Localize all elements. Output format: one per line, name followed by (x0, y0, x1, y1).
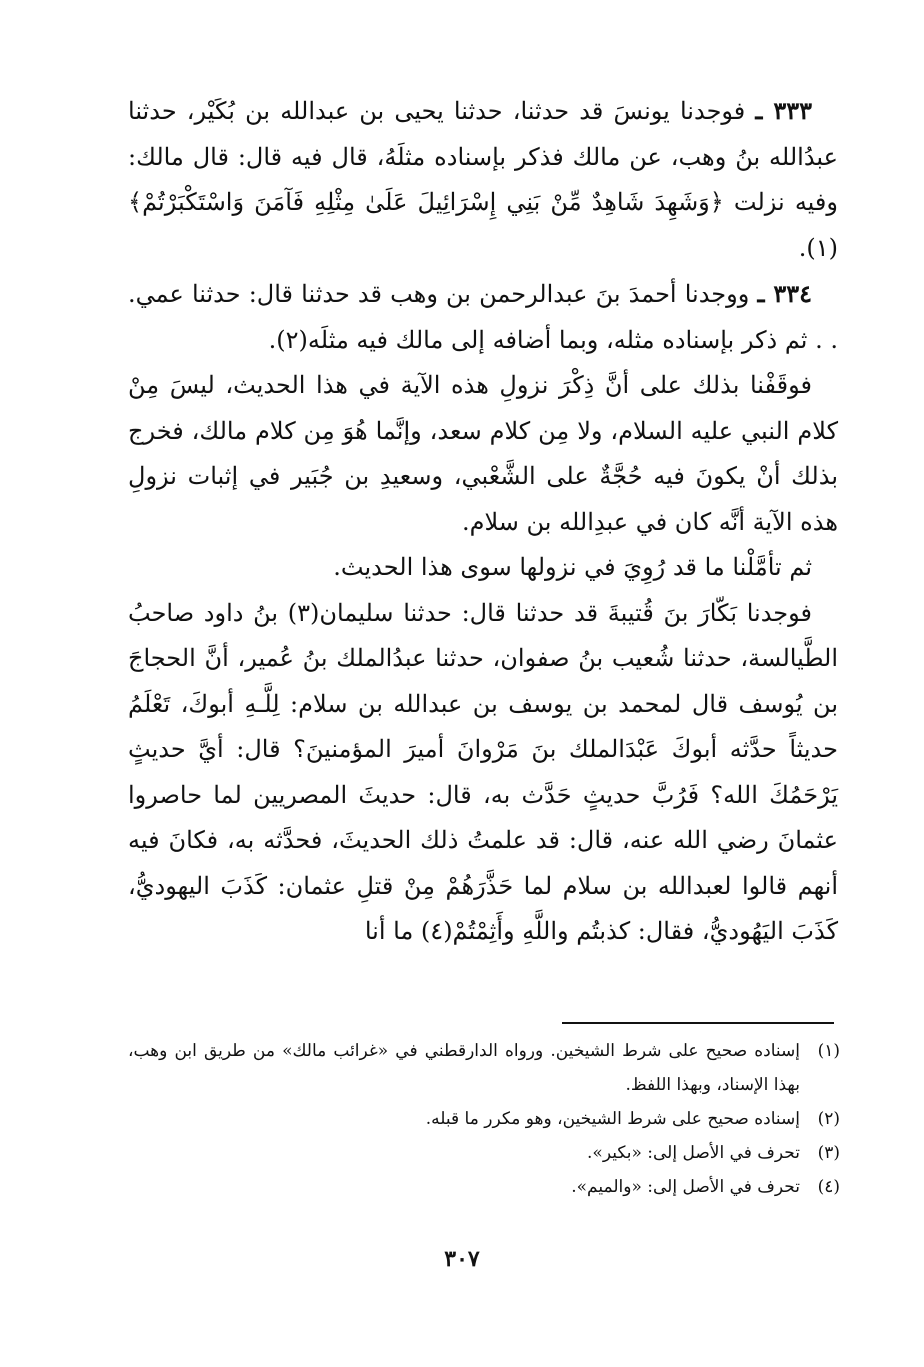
footnote-item (128, 1136, 840, 1170)
paragraph-text: فوجدنا بَكّارَ بنَ قُتيبةَ قد حدثنا قال: حدثنا سليمان(٣) بنُ داود صاحبُ الطَّيالسة، حدثنا شُعيب بنُ صفوان، حدثنا عبدُالملك بنُ عُمير، أنَّ الحجاجَ بن يُوسف قال لمحمد بن يوسف بن عبدالله بن سلام: لِلَّـهِ أبوكَ، تَعْلَمُ حديثاً حدَّثه أبوكَ عَبْدَالملك بنَ مَرْوانَ أميرَ المؤمنينَ؟ قال: أيَّ حديثٍ يَرْحَمُكَ الله؟ فَرُبَّ حديثٍ حَدَّث به، قال: حديثَ المصريين لما حاصروا عثمانَ رضي الله عنه، قال: قد علمتُ ذلك الحديثَ، فحدَّثه به، فكانَ فيه أنهم قالوا لعبدالله بن سلام لما حَذَّرَهُمْ مِنْ قتلِ عثمان: كَذَبَ اليهوديُّ، كَذَبَ اليَهُوديُّ، فقال: كذبتُم واللَّهِ وأَثِمْتُمْ(٤) ما أنا (128, 598, 838, 945)
footnote-number: (٣) (817, 1143, 840, 1163)
footnote-text: إسناده صحيح على شرط الشيخين، وهو مكرر ما قبله. (425, 1109, 800, 1129)
footnote-text: تحرف في الأصل إلى: «بكير». (587, 1143, 800, 1163)
footnote-number: (١) (817, 1041, 840, 1061)
paragraph-hadith-333 (128, 88, 838, 271)
hadith-number: ٣٣٣ ـ (755, 96, 812, 125)
paragraph-transition (128, 545, 838, 591)
paragraph-text: ووجدنا أحمدَ بنَ عبدالرحمن بن وهب قد حدثنا قال: حدثنا عمي. . . ثم ذكر بإسناده مثله، وبما أضافه إلى مالك فيه مثلَه(٢). (128, 280, 838, 354)
footnote-item (128, 1102, 840, 1136)
paragraph-text: فوقَفْنا بذلك على أنَّ ذِكْرَ نزولِ هذه الآية في هذا الحديث، ليسَ مِنْ كلام النبي عليه السلام، ولا مِن كلام سعد، وإنَّما هُوَ مِن كلام مالك، فخرج بذلك أنْ يكونَ فيه حُجَّةٌ على الشَّعْبي، وسعيدِ بن جُبَير في إثبات نزولِ هذه الآية أنَّه كان في عبدِالله بن سلام. (128, 371, 838, 536)
hadith-number: ٣٣٤ ـ (757, 279, 812, 308)
footnote-item (128, 1034, 840, 1102)
paragraph-narration (128, 591, 838, 955)
paragraph-commentary (128, 363, 838, 545)
footnotes (128, 1034, 840, 1204)
paragraph-hadith-334 (128, 271, 838, 363)
footnote-item (128, 1170, 840, 1204)
footnote-text: تحرف في الأصل إلى: «والميم». (571, 1177, 800, 1197)
paragraph-text: فوجدنا يونسَ قد حدثنا، حدثنا يحيى بن عبدالله بن بُكَيْر، حدثنا عبدُالله بنُ وهب، عن مالك فذكر بإسناده مثلَهُ، قال فيه قال: قال مالك: وفيه نزلت ﴿وَشَهِدَ شَاهِدٌ مِّنْ بَنِي إِسْرَائِيلَ عَلَىٰ مِثْلِهِ فَآمَنَ وَاسْتَكْبَرْتُمْ﴾(١). (128, 97, 838, 262)
page-number: ٣٠٧ (444, 1246, 480, 1272)
footnote-number: (٤) (817, 1177, 840, 1197)
paragraph-text: ثم تأمَّلْنا ما قد رُوِيَ في نزولها سوى هذا الحديث. (333, 553, 812, 581)
footnote-divider (562, 1022, 834, 1024)
main-text (128, 88, 838, 955)
footnote-text: إسناده صحيح على شرط الشيخين. ورواه الدارقطني في «غرائب مالك» من طريق ابن وهب، بهذا الإسناد، وبهذا اللفظ. (128, 1041, 800, 1095)
footnote-number: (٢) (817, 1109, 840, 1129)
